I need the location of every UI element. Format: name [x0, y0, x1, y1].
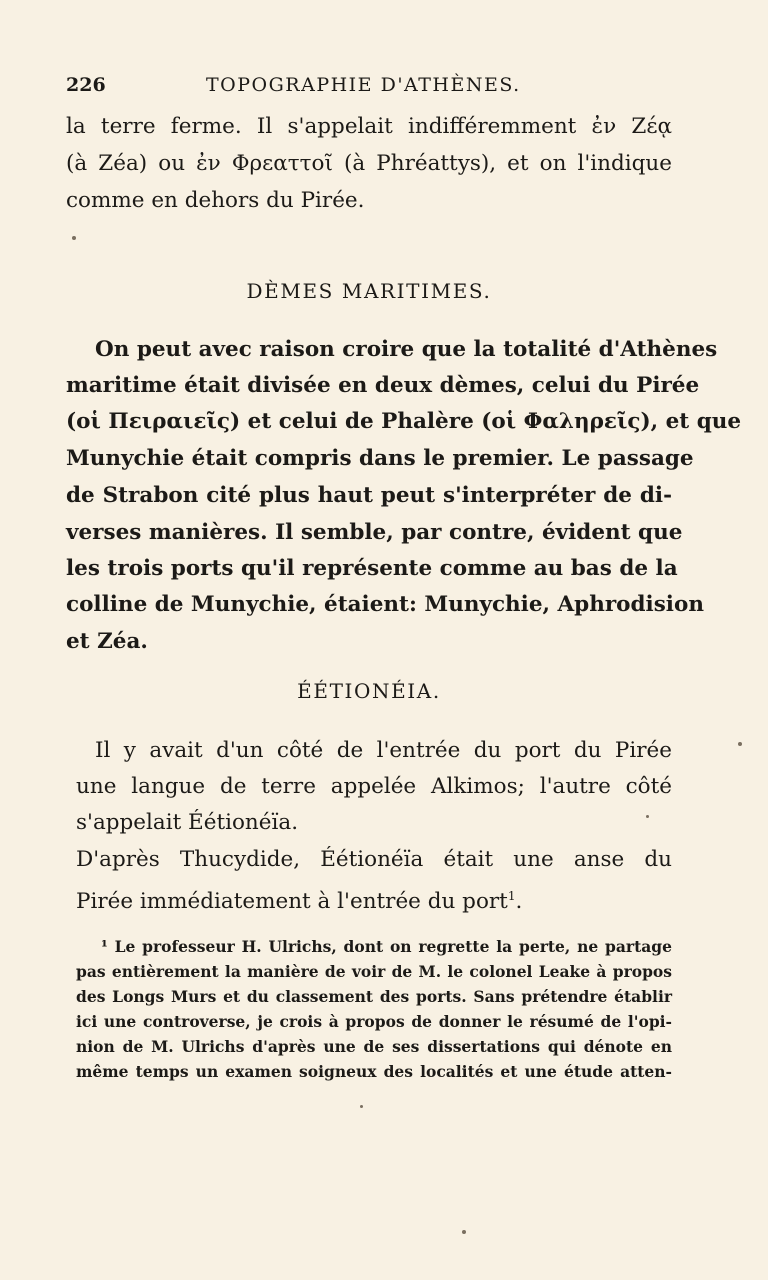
body-line: (οἱ Πειραιεῖς) et celui de Phalère (οἱ Φαληρεῖς), et que [66, 409, 742, 434]
footnote-line: même temps un examen soigneux des localités et une étude atten- [76, 1062, 672, 1081]
paper-speck [360, 1105, 363, 1108]
body-line: (à Zéa) ou ἐν Φρεαττοῖ (à Phréattys), et on l'indique [66, 151, 672, 176]
body-line: comme en dehors du Pirée. [66, 188, 365, 213]
paper-speck [646, 815, 649, 818]
running-title: TOPOGRAPHIE D'ATHÈNES. [206, 74, 521, 96]
paper-speck [462, 1230, 466, 1234]
paper-speck [72, 236, 76, 240]
footnote-line: ici une controverse, je crois à propos de donner le résumé de l'opi- [76, 1012, 672, 1031]
footnote-line: nion de M. Ulrichs d'après une de ses dissertations qui dénote en [76, 1037, 672, 1056]
body-line: verses manières. Il semble, par contre, évident que [66, 520, 683, 545]
body-line: une langue de terre appelée Alkimos; l'autre côté [76, 774, 672, 799]
page-number: 226 [66, 74, 106, 96]
section-heading: ÉÉTIONÉIA. [297, 679, 441, 703]
body-line: On peut avec raison croire que la totalité d'Athènes [95, 337, 718, 362]
footnote-line: ¹ Le professeur H. Ulrichs, dont on regrette la perte, ne partage [101, 937, 672, 956]
body-line: maritime était divisée en deux dèmes, celui du Pirée [66, 373, 700, 398]
body-line: D'après Thucydide, Éétionéïa était une anse du [76, 847, 672, 872]
body-line: la terre ferme. Il s'appelait indifféremment ἐν Ζέᾳ [66, 114, 672, 139]
section-heading: DÈMES MARITIMES. [246, 279, 492, 303]
body-line [76, 881, 682, 917]
body-line: Il y avait d'un côté de l'entrée du port du Pirée [95, 738, 672, 763]
body-line: colline de Munychie, étaient: Munychie, Aphrodision [66, 592, 704, 617]
body-line: et Zéa. [66, 629, 148, 654]
body-line-text: Pirée immédiatement à l'entrée du port [76, 889, 508, 915]
footnote-line: pas entièrement la manière de voir de M. le colonel Leake à propos [76, 962, 672, 981]
paper-speck [738, 742, 742, 746]
punctuation: . [515, 889, 523, 915]
body-line: les trois ports qu'il représente comme au bas de la [66, 556, 678, 581]
footnote-line: des Longs Murs et du classement des ports. Sans prétendre établir [76, 987, 672, 1006]
footnote-reference: 1 [507, 889, 516, 903]
page-header [66, 74, 672, 102]
body-line: de Strabon cité plus haut peut s'interpréter de di- [66, 483, 672, 508]
body-line: Munychie était compris dans le premier. Le passage [66, 446, 694, 471]
body-line: s'appelait Éétionéïa. [76, 810, 299, 835]
